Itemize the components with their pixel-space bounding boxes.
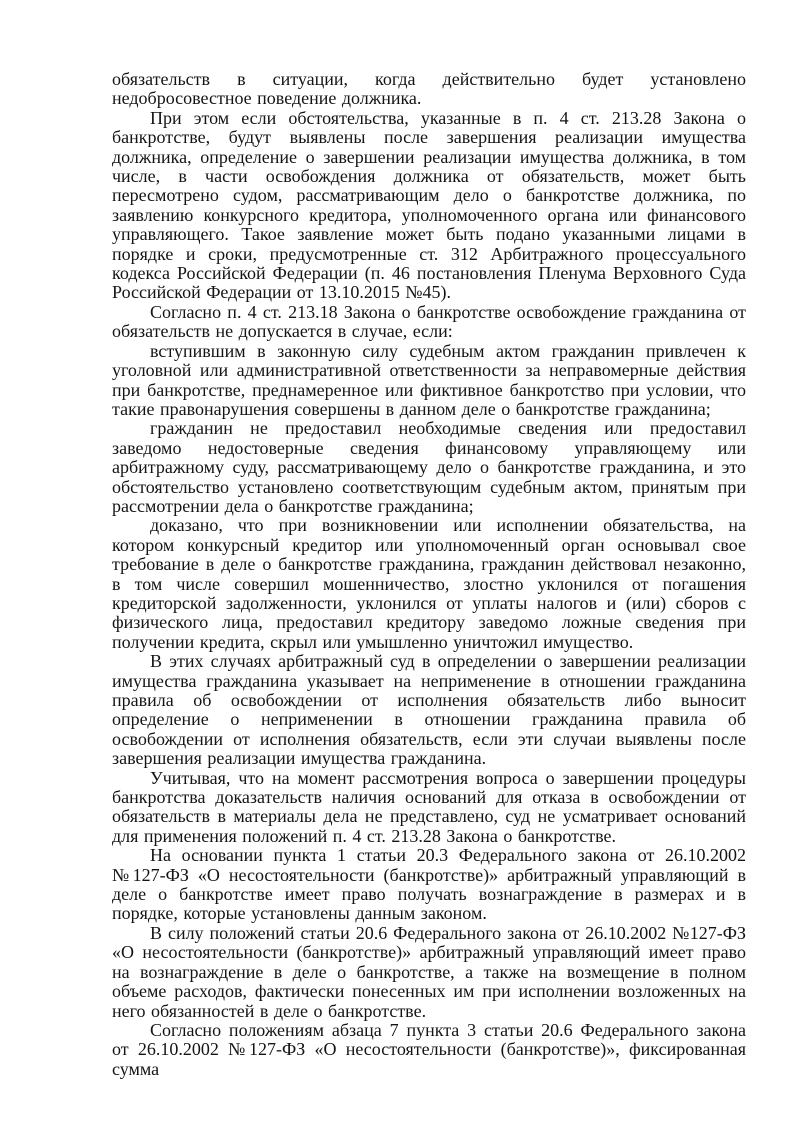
paragraph: В силу положений статьи 20.6 Федерального закона от 26.10.2002 №127-ФЗ «О несостоятельности (банкротстве)» арбитражный управляющий имеет право на вознаграждение в деле о банкротстве, а также на возмещение в полном объеме расходов, фактически понесенных им при исполнении возложенных на него обязанностей в деле о банкротстве. [112, 922, 746, 1021]
paragraph-cut-off-at-page-end: Согласно положениям абзаца 7 пункта 3 статьи 20.6 Федерального закона от 26.10.2002 №127-ФЗ «О несостоятельности (банкротстве)», фиксированная сумма [112, 1019, 746, 1079]
paragraph: вступившим в законную силу судебным актом гражданин привлечен к уголовной или административной ответственности за неправомерные действия при банкротстве, преднамеренное или фиктивное банкротство при условии, что такие правонарушения совершены в данном деле о банкротстве гражданина; [112, 340, 746, 419]
paragraph-continued-from-previous-page: обязательств в ситуации, когда действительно будет установлено недобросовестное поведение должника. [112, 69, 746, 109]
text-block [112, 70, 746, 1079]
paragraph: гражданин не предоставил необходимые сведения или предоставил заведомо недостоверные сведения финансовому управляющему или арбитражному суду, рассматривающему дело о банкротстве гражданина, и это обстоятельство установлено соответствующим судебным актом, принятым при рассмотрении дела о банкротстве гражданина; [112, 418, 746, 516]
paragraph: В этих случаях арбитражный суд в определении о завершении реализации имущества гражданина указывает на неприменение в отношении гражданина правила об освобождении от исполнения обязательств либо выносит определение о неприменении в отношении гражданина правила об освобождении от исполнения обязательств, если эти случаи выявлены после завершения реализации имущества гражданина. [112, 651, 746, 769]
paragraph: Учитывая, что на момент рассмотрения вопроса о завершении процедуры банкротства доказательств наличия оснований для отказа в освобождении от обязательств в материалы дела не представлено, суд не усматривает оснований для применения положений п. 4 ст. 213.28 Закона о банкротстве. [112, 767, 746, 846]
paragraph: Согласно п. 4 ст. 213.18 Закона о банкротстве освобождение гражданина от обязательств не допускается в случае, если: [112, 301, 746, 342]
paragraph: доказано, что при возникновении или исполнении обязательства, на котором конкурсный кредитор или уполномоченный орган основывал свое требование в деле о банкротстве гражданина, гражданин действовал незаконно, в том числе совершил мошенничество, злостно уклонился от погашения кредиторской задолженности, уклонился от уплаты налогов и (или) сборов с физического лица, предоставил кредитору заведомо ложные сведения при получении кредита, скрыл или умышленно уничтожил имущество. [112, 515, 746, 652]
paragraph: При этом если обстоятельства, указанные в п. 4 ст. 213.28 Закона о банкротстве, будут выявлены после завершения реализации имущества должника, определение о завершении реализации имущества должника, в том числе, в части освобождения должника от обязательств, может быть пересмотрено судом, рассматривающим дело о банкротстве должника, по заявлению конкурсного кредитора, уполномоченного органа или финансового управляющего. Такое заявление может быть подано указанными лицами в порядке и сроки, предусмотренные ст. 312 Арбитражного процессуального кодекса Российской Федерации (п. 46 постановления Пленума Верховного Суда Российской Федерации от 13.10.2015 №45). [112, 107, 746, 303]
paragraph: На основании пункта 1 статьи 20.3 Федерального закона от 26.10.2002 №127-ФЗ «О несостоятельности (банкротстве)» арбитражный управляющий в деле о банкротстве имеет право получать вознаграждение в размерах и в порядке, которые установлены данным законом. [112, 845, 746, 924]
